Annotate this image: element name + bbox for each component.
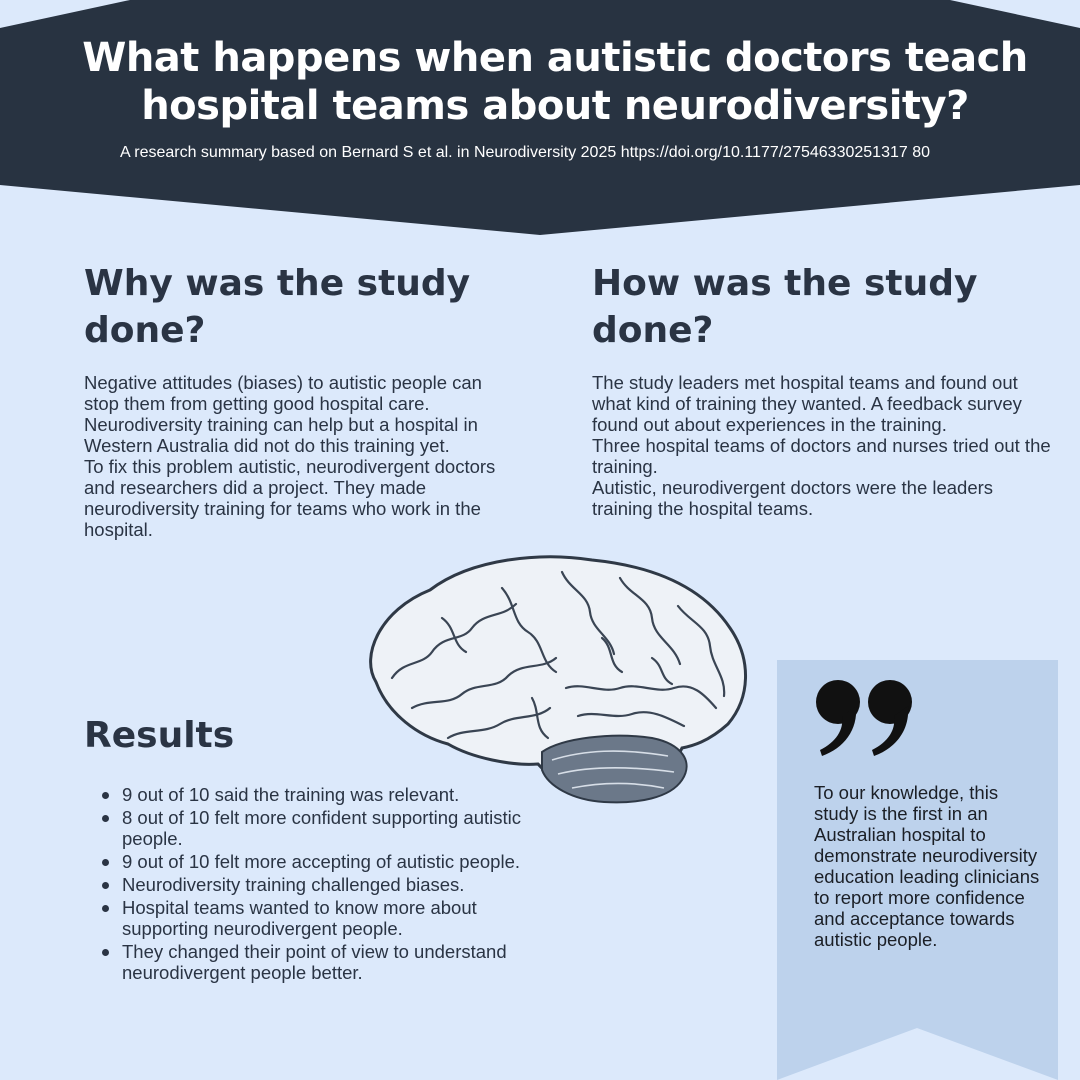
list-item: 8 out of 10 felt more confident supporting autistic people. xyxy=(98,807,548,849)
page-title: What happens when autistic doctors teach hospital teams about neurodiversity? xyxy=(82,35,1028,129)
list-item: Hospital teams wanted to know more about supporting neurodivergent people. xyxy=(98,897,548,939)
why-heading: Why was the study done? xyxy=(84,263,471,351)
list-item: They changed their point of view to understand neurodivergent people better. xyxy=(98,941,548,983)
quote-text: To our knowledge, this study is the first in an Australian hospital to demonstrate neurodiversity education leading clinicians to report more confidence and acceptance towards autistic people. xyxy=(814,782,1040,950)
list-item: 9 out of 10 felt more accepting of autistic people. xyxy=(98,851,548,872)
list-item: Neurodiversity training challenged biases. xyxy=(98,874,548,895)
how-heading: How was the study done? xyxy=(592,263,978,351)
list-item: 9 out of 10 said the training was relevant. xyxy=(98,784,548,805)
why-body: Negative attitudes (biases) to autistic people can stop them from getting good hospital care. Neurodiversity training can help but a hospital in Western Australia did not do this training yet. To fix this problem autistic, neurodivergent doctors and researchers did a project. They made neurodiversity training for teams who work in the hospital. xyxy=(84,372,496,540)
results-heading: Results xyxy=(84,715,235,756)
quote-mark-icon xyxy=(812,676,917,758)
citation-subtitle: A research summary based on Bernard S et al. in Neurodiversity 2025 https://doi.org/10.1177/27546330251317 80 xyxy=(120,144,930,161)
brain-illustration xyxy=(352,548,760,810)
results-list xyxy=(98,784,548,985)
how-body: The study leaders met hospital teams and found out what kind of training they wanted. A feedback survey found out about experiences in the training. Three hospital teams of doctors and nurses tried out the training. Autistic, neurodivergent doctors were the leaders training the hospital teams. xyxy=(592,372,1051,519)
